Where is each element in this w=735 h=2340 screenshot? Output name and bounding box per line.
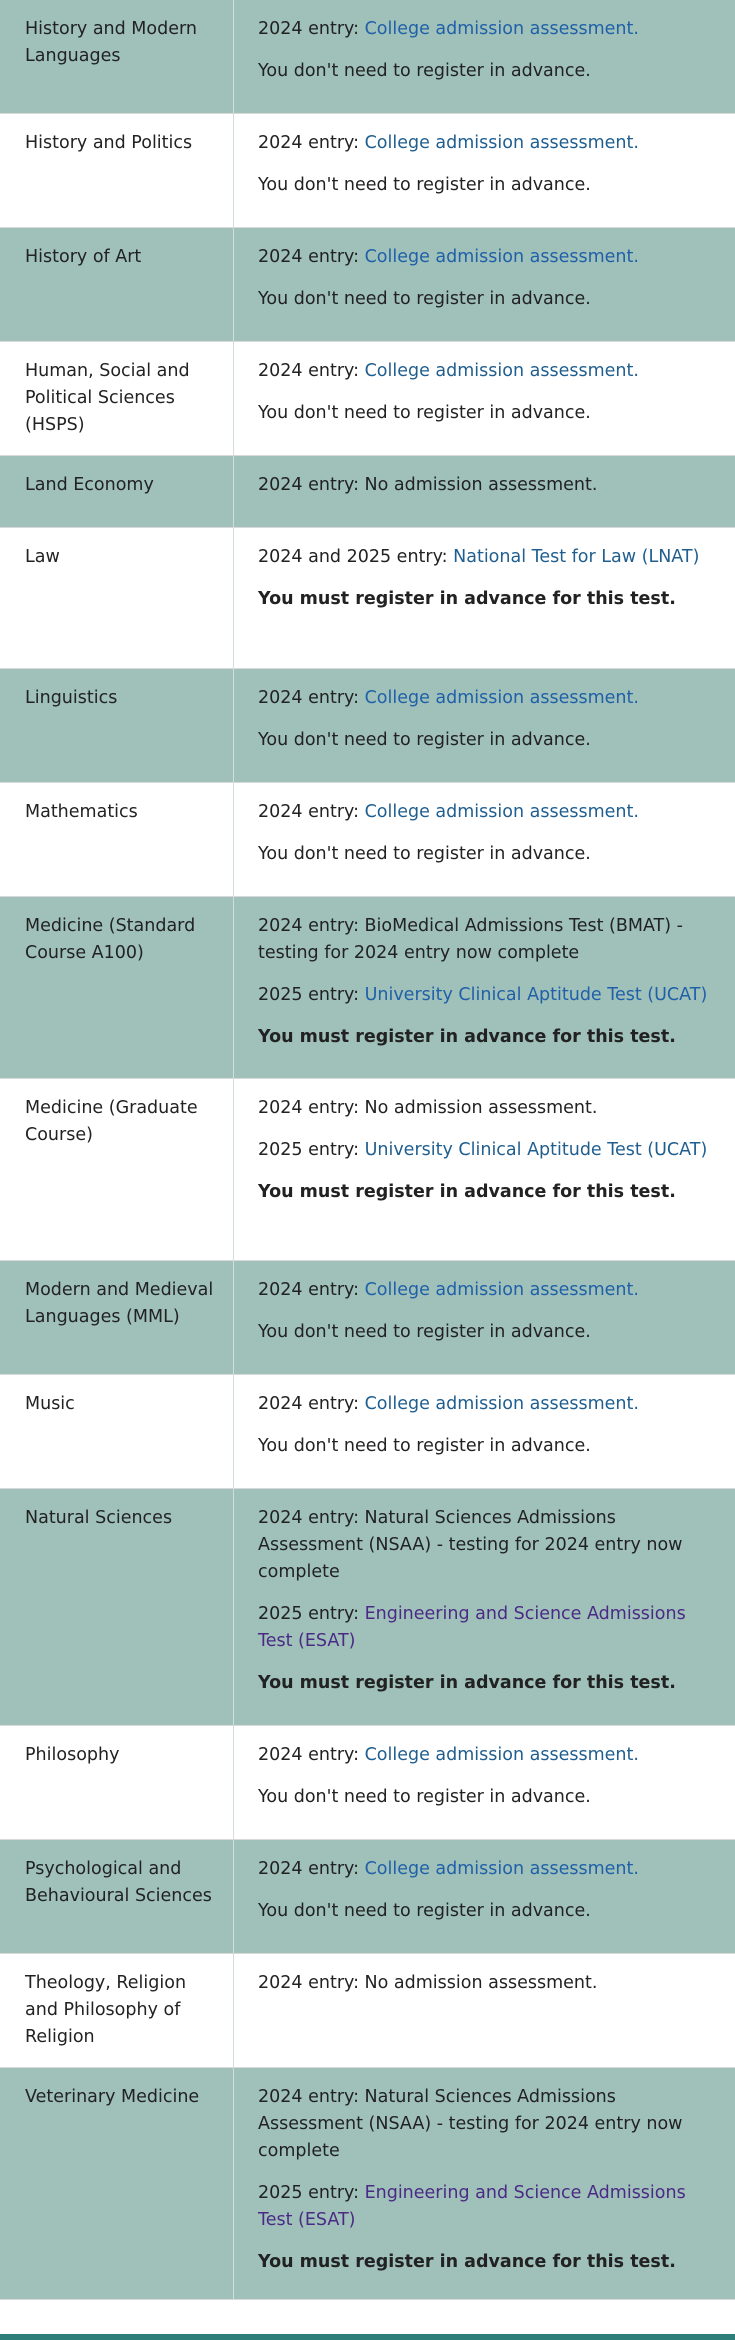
assessment-cell xyxy=(234,456,735,527)
registration-required-note: You must register in advance for this test. xyxy=(258,2252,676,2272)
assessment-cell xyxy=(234,2068,735,2299)
subject-cell: History and Modern Languages xyxy=(0,0,234,113)
table-row xyxy=(0,0,735,114)
entry-line xyxy=(258,244,715,271)
entry-prefix: 2024 entry: xyxy=(258,247,365,267)
subject-cell: Land Economy xyxy=(0,456,234,527)
assessment-cell xyxy=(234,1261,735,1374)
assessment-link[interactable]: University Clinical Aptitude Test (UCAT) xyxy=(364,1140,708,1160)
subject-cell: Medicine (Graduate Course) xyxy=(0,1079,234,1260)
entry-prefix: 2025 entry: xyxy=(258,2183,365,2203)
registration-required-note: You must register in advance for this test. xyxy=(258,1027,676,1047)
table-bottom-border xyxy=(0,2334,735,2340)
entry-line xyxy=(258,685,715,712)
entry-line xyxy=(258,358,715,385)
entry-prefix: 2025 entry: xyxy=(258,985,365,1005)
entry-prefix: 2024 entry: xyxy=(258,1859,365,1879)
subject-cell: Human, Social and Political Sciences (HSPS) xyxy=(0,342,234,455)
entry-text: You don't need to register in advance. xyxy=(258,175,591,195)
registration-required-note: You must register in advance for this test. xyxy=(258,589,676,609)
subject-cell: Mathematics xyxy=(0,783,234,896)
entry-prefix: 2024 entry: xyxy=(258,802,365,822)
entry-line xyxy=(258,1856,715,1883)
assessment-cell xyxy=(234,228,735,341)
entry-text: You don't need to register in advance. xyxy=(258,1322,591,1342)
subject-cell: History and Politics xyxy=(0,114,234,227)
subject-cell: Theology, Religion and Philosophy of Religion xyxy=(0,1954,234,2067)
assessment-cell xyxy=(234,114,735,227)
entry-prefix: 2024 and 2025 entry: xyxy=(258,547,454,567)
assessment-link[interactable]: College admission assessment. xyxy=(364,1280,639,1300)
registration-required-note: You must register in advance for this test. xyxy=(258,1182,676,1202)
table-row xyxy=(0,1489,735,1726)
subject-cell: Veterinary Medicine xyxy=(0,2068,234,2299)
assessment-cell xyxy=(234,897,735,1078)
entry-line xyxy=(258,1391,715,1418)
entry-line xyxy=(258,1601,715,1655)
assessment-link[interactable]: College admission assessment. xyxy=(364,688,639,708)
entry-text: 2024 entry: No admission assessment. xyxy=(258,1973,598,1993)
entry-prefix: 2024 entry: xyxy=(258,688,365,708)
assessment-link[interactable]: Engineering and Science Admissions Test (ESAT) xyxy=(258,1604,686,1651)
entry-text: You don't need to register in advance. xyxy=(258,844,591,864)
assessment-link[interactable]: College admission assessment. xyxy=(364,133,639,153)
entry-line xyxy=(258,130,715,157)
entry-text: 2024 entry: Natural Sciences Admissions Assessment (NSAA) - testing for 2024 entry now complete xyxy=(258,1508,683,1582)
entry-text: 2024 entry: No admission assessment. xyxy=(258,475,598,495)
entry-text: 2024 entry: No admission assessment. xyxy=(258,1098,598,1118)
table-row xyxy=(0,228,735,342)
assessment-cell xyxy=(234,1079,735,1260)
entry-line xyxy=(258,1742,715,1769)
entry-line xyxy=(258,2180,715,2234)
subject-cell: History of Art xyxy=(0,228,234,341)
subject-cell: Psychological and Behavioural Sciences xyxy=(0,1840,234,1953)
assessment-cell xyxy=(234,669,735,782)
subject-cell: Medicine (Standard Course A100) xyxy=(0,897,234,1078)
entry-prefix: 2024 entry: xyxy=(258,133,365,153)
table-row xyxy=(0,456,735,528)
table-row xyxy=(0,114,735,228)
assessment-cell xyxy=(234,1375,735,1488)
entry-text: You don't need to register in advance. xyxy=(258,1787,591,1807)
subject-cell: Philosophy xyxy=(0,1726,234,1839)
table-row xyxy=(0,897,735,1079)
entry-text: You don't need to register in advance. xyxy=(258,1436,591,1456)
table-row xyxy=(0,1079,735,1261)
table-row xyxy=(0,1954,735,2068)
entry-text: You don't need to register in advance. xyxy=(258,289,591,309)
assessment-link[interactable]: National Test for Law (LNAT) xyxy=(453,547,700,567)
entry-text: You don't need to register in advance. xyxy=(258,730,591,750)
subject-cell: Law xyxy=(0,528,234,668)
table-row xyxy=(0,783,735,897)
entry-text: 2024 entry: Natural Sciences Admissions Assessment (NSAA) - testing for 2024 entry now complete xyxy=(258,2087,683,2161)
table-row xyxy=(0,342,735,456)
registration-required-note: You must register in advance for this test. xyxy=(258,1673,676,1693)
assessment-link[interactable]: College admission assessment. xyxy=(364,802,639,822)
table-row xyxy=(0,669,735,783)
entry-prefix: 2025 entry: xyxy=(258,1604,365,1624)
assessment-cell xyxy=(234,0,735,113)
assessment-link[interactable]: College admission assessment. xyxy=(364,247,639,267)
entry-prefix: 2024 entry: xyxy=(258,1280,365,1300)
entry-line xyxy=(258,799,715,826)
entry-text: You don't need to register in advance. xyxy=(258,403,591,423)
assessment-cell xyxy=(234,1840,735,1953)
entry-prefix: 2024 entry: xyxy=(258,361,365,381)
table-row xyxy=(0,528,735,669)
assessment-cell xyxy=(234,783,735,896)
assessment-cell xyxy=(234,1726,735,1839)
entry-text: You don't need to register in advance. xyxy=(258,1901,591,1921)
table-row xyxy=(0,1840,735,1954)
entry-line xyxy=(258,1277,715,1304)
entry-prefix: 2024 entry: xyxy=(258,1394,365,1414)
entry-text: 2024 entry: BioMedical Admissions Test (BMAT) - testing for 2024 entry now complete xyxy=(258,916,683,963)
assessment-cell xyxy=(234,528,735,668)
entry-line xyxy=(258,1137,715,1164)
subject-cell: Modern and Medieval Languages (MML) xyxy=(0,1261,234,1374)
table-row xyxy=(0,1726,735,1840)
assessment-link[interactable]: Engineering and Science Admissions Test (ESAT) xyxy=(258,2183,686,2230)
assessment-link[interactable]: College admission assessment. xyxy=(364,1859,639,1879)
assessment-link[interactable]: College admission assessment. xyxy=(364,19,639,39)
assessment-link[interactable]: University Clinical Aptitude Test (UCAT) xyxy=(364,985,708,1005)
table-row xyxy=(0,1261,735,1375)
subject-cell: Linguistics xyxy=(0,669,234,782)
table-row xyxy=(0,2068,735,2300)
entry-prefix: 2024 entry: xyxy=(258,1745,365,1765)
entry-prefix: 2025 entry: xyxy=(258,1140,365,1160)
entry-line xyxy=(258,982,715,1009)
assessment-link[interactable]: College admission assessment. xyxy=(364,1745,639,1765)
assessment-cell xyxy=(234,1489,735,1725)
entry-prefix: 2024 entry: xyxy=(258,19,365,39)
entry-text: You don't need to register in advance. xyxy=(258,61,591,81)
assessment-cell xyxy=(234,1954,735,2067)
assessment-cell xyxy=(234,342,735,455)
entry-line xyxy=(258,16,715,43)
subject-cell: Music xyxy=(0,1375,234,1488)
assessment-link[interactable]: College admission assessment. xyxy=(364,1394,639,1414)
entry-line xyxy=(258,544,715,571)
assessment-link[interactable]: College admission assessment. xyxy=(364,361,639,381)
subject-cell: Natural Sciences xyxy=(0,1489,234,1725)
table-row xyxy=(0,1375,735,1489)
